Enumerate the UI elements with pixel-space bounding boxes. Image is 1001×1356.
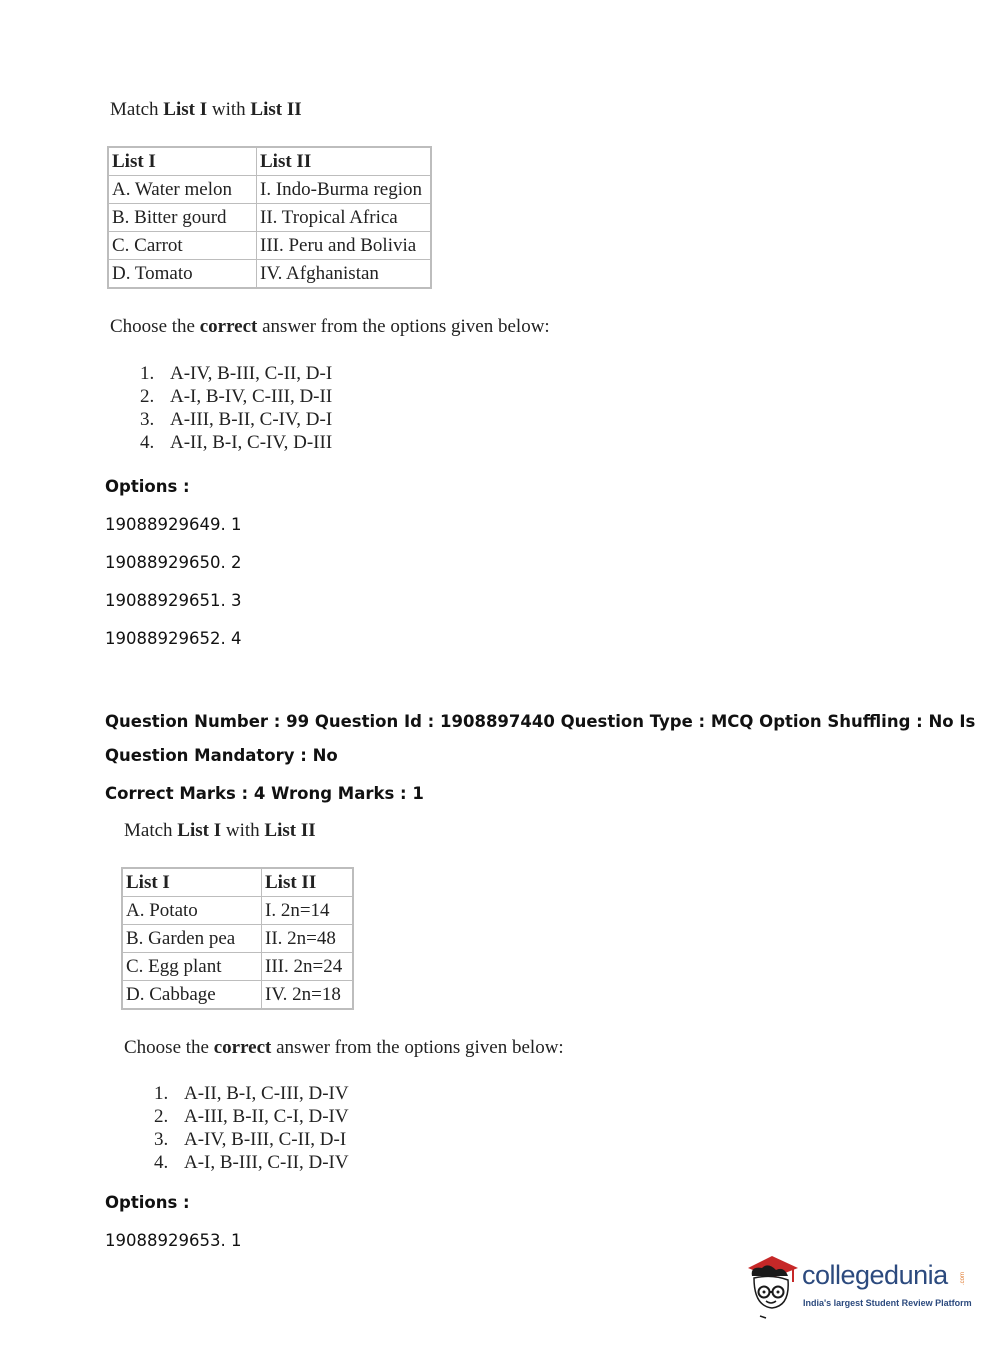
mascot-icon — [742, 1250, 802, 1320]
table-cell: III. 2n=24 — [262, 953, 354, 981]
table-cell: III. Peru and Bolivia — [257, 232, 432, 260]
table-cell: A. Water melon — [108, 176, 257, 204]
list-item: 3. A-IV, B-III, C-II, D-I — [154, 1129, 347, 1150]
list-item: 2. A-I, B-IV, C-III, D-II — [140, 386, 333, 407]
table-cell: D. Cabbage — [122, 981, 262, 1010]
q99-match-table — [121, 867, 354, 1010]
table-row — [122, 981, 353, 1010]
column-header: List II — [257, 147, 432, 176]
table-cell: B. Bitter gourd — [108, 204, 257, 232]
list-item: 2. A-III, B-II, C-I, D-IV — [154, 1106, 349, 1127]
q98-options-label: Options : — [105, 477, 190, 496]
option-item: 19088929652. 4 — [105, 629, 242, 648]
table-cell: IV. 2n=18 — [262, 981, 354, 1010]
table-cell: B. Garden pea — [122, 925, 262, 953]
table-header-row — [122, 868, 353, 897]
option-item: 19088929649. 1 — [105, 515, 242, 534]
table-cell: IV. Afghanistan — [257, 260, 432, 289]
q98-choose-prompt: Choose the correct answer from the options given below: — [110, 316, 550, 337]
q98-instruction: Match List I with List II — [110, 99, 302, 120]
table-row — [122, 953, 353, 981]
table-row — [108, 260, 431, 289]
table-row — [122, 897, 353, 925]
list-item: 1. A-IV, B-III, C-II, D-I — [140, 363, 333, 384]
logo-wordmark: collegedunia — [802, 1260, 948, 1290]
option-item: 19088929651. 3 — [105, 591, 242, 610]
q99-mandatory-line: Question Mandatory : No — [105, 746, 338, 765]
column-header: List I — [122, 868, 262, 897]
list-item: 3. A-III, B-II, C-IV, D-I — [140, 409, 333, 430]
table-cell: A. Potato — [122, 897, 262, 925]
column-header: List I — [108, 147, 257, 176]
q98-match-table — [107, 146, 432, 289]
collegedunia-logo[interactable] — [742, 1250, 972, 1320]
table-header-row — [108, 147, 431, 176]
list-item: 4. A-II, B-I, C-IV, D-III — [140, 432, 333, 453]
q99-meta-line: Question Number : 99 Question Id : 1908897440 Question Type : MCQ Option Shuffling : No Is — [105, 712, 976, 731]
q99-marks-line: Correct Marks : 4 Wrong Marks : 1 — [105, 784, 424, 803]
q99-choose-prompt: Choose the correct answer from the options given below: — [124, 1037, 564, 1058]
option-item: 19088929653. 1 — [105, 1231, 242, 1250]
table-cell: II. 2n=48 — [262, 925, 354, 953]
table-cell: I. Indo-Burma region — [257, 176, 432, 204]
option-item: 19088929650. 2 — [105, 553, 242, 572]
q98-answer-list — [140, 362, 332, 454]
list-item: 4. A-I, B-III, C-II, D-IV — [154, 1152, 349, 1173]
list-item: 1. A-II, B-I, C-III, D-IV — [154, 1083, 349, 1104]
q99-answer-list — [154, 1082, 349, 1174]
table-cell: II. Tropical Africa — [257, 204, 432, 232]
table-row — [108, 204, 431, 232]
q99-options-label: Options : — [105, 1193, 190, 1212]
logo-tagline: India's largest Student Review Platform — [803, 1298, 972, 1308]
table-row — [108, 176, 431, 204]
table-cell: I. 2n=14 — [262, 897, 354, 925]
table-cell: C. Egg plant — [122, 953, 262, 981]
column-header: List II — [262, 868, 354, 897]
logo-domain-suffix: .com — [960, 1272, 966, 1286]
table-row — [122, 925, 353, 953]
q99-instruction: Match List I with List II — [124, 820, 316, 841]
table-cell: D. Tomato — [108, 260, 257, 289]
table-row — [108, 232, 431, 260]
table-cell: C. Carrot — [108, 232, 257, 260]
